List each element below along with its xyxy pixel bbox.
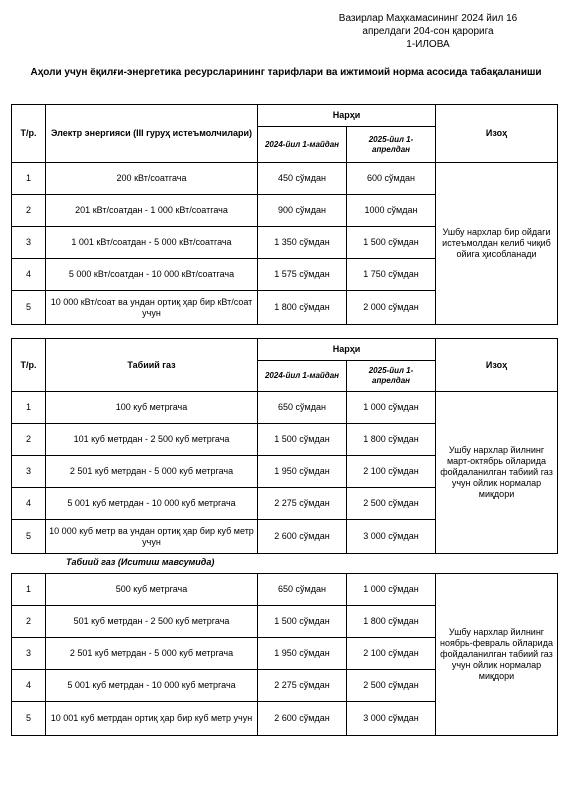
row-price-2024: 2 275 сўмдан	[258, 670, 347, 702]
col-header-no: Т/р.	[12, 339, 46, 392]
row-price-2025: 1 000 сўмдан	[347, 392, 436, 424]
row-range: 100 куб метргача	[46, 392, 258, 424]
col-header-2025: 2025-йил 1-апрелдан	[347, 361, 436, 392]
row-price-2025: 2 500 сўмдан	[347, 670, 436, 702]
row-range: 5 001 куб метрдан - 10 000 куб метргача	[46, 488, 258, 520]
row-no: 4	[12, 259, 46, 291]
row-price-2024: 1 350 сўмдан	[258, 227, 347, 259]
table-row	[12, 392, 558, 424]
row-price-2024: 2 600 сўмдан	[258, 702, 347, 736]
row-price-2024: 1 500 сўмдан	[258, 424, 347, 456]
col-header-2024: 2024-йил 1-майдан	[258, 127, 347, 163]
row-range: 2 501 куб метрдан - 5 000 куб метргача	[46, 638, 258, 670]
row-price-2025: 3 000 сўмдан	[347, 520, 436, 554]
row-no: 5	[12, 702, 46, 736]
row-range: 5 000 кВт/соатдан - 10 000 кВт/соатгача	[46, 259, 258, 291]
col-header-2024: 2024-йил 1-майдан	[258, 361, 347, 392]
electricity-tariff-table	[11, 104, 558, 325]
row-price-2025: 1 500 сўмдан	[347, 227, 436, 259]
row-price-2025: 2 500 сўмдан	[347, 488, 436, 520]
row-price-2025: 1 750 сўмдан	[347, 259, 436, 291]
col-header-no: Т/р.	[12, 105, 46, 163]
electricity-note: Ушбу нархлар бир ойдаги истеъмолдан келиб чиқиб ойига ҳисобланади	[436, 163, 558, 325]
row-no: 1	[12, 392, 46, 424]
row-price-2024: 1 950 сўмдан	[258, 638, 347, 670]
row-no: 5	[12, 291, 46, 325]
row-range: 501 куб метрдан - 2 500 куб метргача	[46, 606, 258, 638]
row-price-2025: 2 000 сўмдан	[347, 291, 436, 325]
document-title: Аҳоли учун ёқилғи-энергетика ресурсларининг тарифлари ва ижтимоий норма асосида табақаланиши	[30, 67, 542, 78]
row-price-2024: 650 сўмдан	[258, 392, 347, 424]
row-price-2024: 2 600 сўмдан	[258, 520, 347, 554]
row-range: 500 куб метргача	[46, 574, 258, 606]
row-price-2025: 2 100 сўмдан	[347, 456, 436, 488]
gas-note: Ушбу нархлар йилнинг март-октябрь ойларида фойдаланилган табиий газ учун ойлик нормалар миқдори	[436, 392, 558, 554]
annex-line-1: Вазирлар Маҳкамасининг 2024 йил 16	[338, 13, 518, 24]
col-header-note: Изоҳ	[436, 339, 558, 392]
row-range: 10 000 куб метр ва ундан ортиқ ҳар бир куб метр учун	[46, 520, 258, 554]
row-no: 5	[12, 520, 46, 554]
row-no: 1	[12, 163, 46, 195]
row-price-2025: 1 800 сўмдан	[347, 606, 436, 638]
heating-season-title: Табиий газ (Иситиш мавсумида)	[66, 557, 215, 567]
row-price-2024: 1 950 сўмдан	[258, 456, 347, 488]
row-price-2025: 1 000 сўмдан	[347, 574, 436, 606]
col-header-2025: 2025-йил 1-апрелдан	[347, 127, 436, 163]
col-header-gas: Табиий газ	[46, 339, 258, 392]
col-header-price: Нарҳи	[258, 339, 436, 361]
row-range: 201 кВт/соатдан - 1 000 кВт/соатгача	[46, 195, 258, 227]
row-range: 200 кВт/соатгача	[46, 163, 258, 195]
col-header-note: Изоҳ	[436, 105, 558, 163]
row-price-2024: 1 800 сўмдан	[258, 291, 347, 325]
row-price-2025: 3 000 сўмдан	[347, 702, 436, 736]
row-no: 4	[12, 670, 46, 702]
annex-line-3: 1-ИЛОВА	[406, 39, 450, 50]
row-range: 101 куб метрдан - 2 500 куб метргача	[46, 424, 258, 456]
row-range: 5 001 куб метрдан - 10 000 куб метргача	[46, 670, 258, 702]
row-no: 4	[12, 488, 46, 520]
col-header-price: Нарҳи	[258, 105, 436, 127]
row-range: 10 001 куб метрдан ортиқ ҳар бир куб метр учун	[46, 702, 258, 736]
row-range: 10 000 кВт/соат ва ундан ортиқ ҳар бир кВт/соат учун	[46, 291, 258, 325]
row-price-2024: 650 сўмдан	[258, 574, 347, 606]
row-no: 3	[12, 227, 46, 259]
row-no: 3	[12, 638, 46, 670]
row-price-2025: 1 800 сўмдан	[347, 424, 436, 456]
row-no: 1	[12, 574, 46, 606]
row-price-2024: 1 500 сўмдан	[258, 606, 347, 638]
gas-tariff-table	[11, 338, 558, 554]
gas-heating-tariff-table	[11, 573, 558, 736]
row-range: 1 001 кВт/соатдан - 5 000 кВт/соатгача	[46, 227, 258, 259]
row-no: 3	[12, 456, 46, 488]
row-no: 2	[12, 424, 46, 456]
gas-heating-note: Ушбу нархлар йилнинг ноябрь-февраль ойларида фойдаланилган табиий газ учун ойлик нормалар миқдори	[436, 574, 558, 736]
col-header-electricity: Электр энергияси (III гуруҳ истеъмолчилари)	[46, 105, 258, 163]
row-no: 2	[12, 195, 46, 227]
row-price-2025: 1000 сўмдан	[347, 195, 436, 227]
annex-header	[328, 12, 528, 51]
row-price-2024: 450 сўмдан	[258, 163, 347, 195]
row-price-2025: 2 100 сўмдан	[347, 638, 436, 670]
table-row	[12, 163, 558, 195]
row-price-2024: 2 275 сўмдан	[258, 488, 347, 520]
annex-line-2: апрелдаги 204-сон қарорига	[362, 26, 494, 37]
row-range: 2 501 куб метрдан - 5 000 куб метргача	[46, 456, 258, 488]
row-price-2025: 600 сўмдан	[347, 163, 436, 195]
row-price-2024: 1 575 сўмдан	[258, 259, 347, 291]
table-row	[12, 574, 558, 606]
row-price-2024: 900 сўмдан	[258, 195, 347, 227]
row-no: 2	[12, 606, 46, 638]
